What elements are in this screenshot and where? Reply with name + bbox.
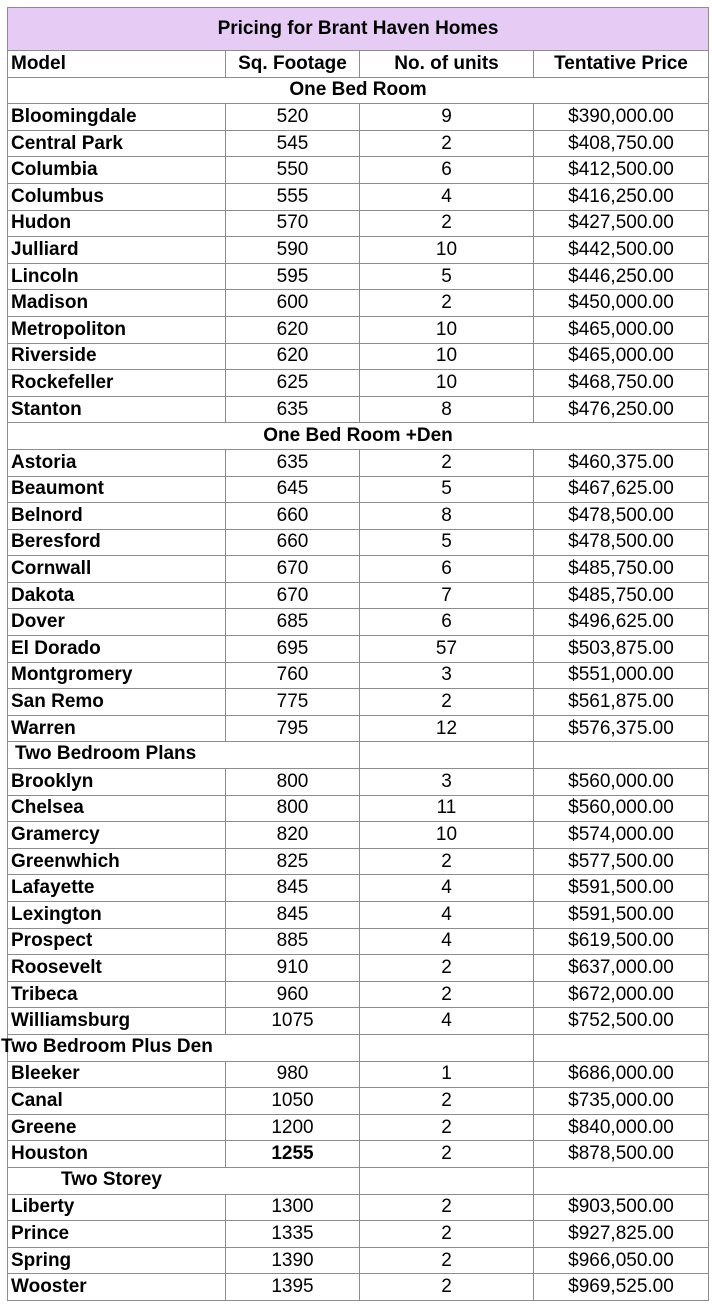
sq-footage: 570 (226, 210, 360, 237)
unit-count: 10 (360, 822, 534, 849)
tentative-price: $686,000.00 (534, 1061, 709, 1088)
unit-count: 1 (360, 1061, 534, 1088)
empty-cell (534, 1034, 709, 1061)
sq-footage: 800 (226, 795, 360, 822)
model-name: Columbus (8, 183, 226, 210)
sq-footage: 845 (226, 902, 360, 929)
sq-footage: 960 (226, 981, 360, 1008)
tentative-price: $840,000.00 (534, 1114, 709, 1141)
table-row (8, 902, 709, 929)
section-header-row (8, 1034, 709, 1061)
table-row (8, 1088, 709, 1115)
model-name: San Remo (8, 689, 226, 716)
sq-footage: 1050 (226, 1088, 360, 1115)
sq-footage: 760 (226, 662, 360, 689)
model-name: Astoria (8, 449, 226, 476)
sq-footage: 1335 (226, 1221, 360, 1248)
model-name: Prospect (8, 928, 226, 955)
sq-footage: 910 (226, 955, 360, 982)
unit-count: 57 (360, 636, 534, 663)
unit-count: 2 (360, 1194, 534, 1221)
sq-footage: 775 (226, 689, 360, 716)
table-row (8, 582, 709, 609)
section-title-cell (8, 1167, 360, 1194)
sq-footage: 595 (226, 263, 360, 290)
table-row (8, 955, 709, 982)
section-header-row (8, 77, 709, 104)
tentative-price: $752,500.00 (534, 1008, 709, 1035)
table-row (8, 981, 709, 1008)
tentative-price: $969,525.00 (534, 1274, 709, 1301)
model-name: Spring (8, 1247, 226, 1274)
model-name: El Dorado (8, 636, 226, 663)
tentative-price: $551,000.00 (534, 662, 709, 689)
sq-footage: 520 (226, 104, 360, 131)
table-row (8, 1221, 709, 1248)
model-name: Bleeker (8, 1061, 226, 1088)
model-name: Wooster (8, 1274, 226, 1301)
unit-count: 6 (360, 609, 534, 636)
table-row (8, 848, 709, 875)
header-price: Tentative Price (534, 51, 709, 78)
unit-count: 4 (360, 875, 534, 902)
table-row (8, 263, 709, 290)
sq-footage: 545 (226, 130, 360, 157)
table-row (8, 104, 709, 131)
model-name: Cornwall (8, 556, 226, 583)
sq-footage: 670 (226, 556, 360, 583)
table-row (8, 822, 709, 849)
model-name: Lincoln (8, 263, 226, 290)
tentative-price: $476,250.00 (534, 396, 709, 423)
model-name: Houston (8, 1141, 226, 1168)
unit-count: 2 (360, 1114, 534, 1141)
sq-footage: 820 (226, 822, 360, 849)
table-row (8, 636, 709, 663)
tentative-price: $485,750.00 (534, 582, 709, 609)
model-name: Julliard (8, 237, 226, 264)
sq-footage: 590 (226, 237, 360, 264)
section-header-row (8, 742, 709, 769)
empty-cell (360, 1167, 534, 1194)
sq-footage: 1255 (226, 1141, 360, 1168)
tentative-price: $467,625.00 (534, 476, 709, 503)
empty-cell (534, 742, 709, 769)
model-name: Warren (8, 715, 226, 742)
model-name: Belnord (8, 503, 226, 530)
sq-footage: 620 (226, 316, 360, 343)
sq-footage: 885 (226, 928, 360, 955)
tentative-price: $450,000.00 (534, 290, 709, 317)
section-title-cell (1, 1034, 360, 1061)
title-row (8, 8, 709, 51)
table-row (8, 769, 709, 796)
sq-footage: 555 (226, 183, 360, 210)
unit-count: 4 (360, 1008, 534, 1035)
tentative-price: $574,000.00 (534, 822, 709, 849)
unit-count: 10 (360, 343, 534, 370)
tentative-price: $672,000.00 (534, 981, 709, 1008)
unit-count: 2 (360, 848, 534, 875)
model-name: Greene (8, 1114, 226, 1141)
unit-count: 9 (360, 104, 534, 131)
unit-count: 10 (360, 370, 534, 397)
unit-count: 2 (360, 210, 534, 237)
header-row (8, 51, 709, 78)
unit-count: 10 (360, 316, 534, 343)
tentative-price: $560,000.00 (534, 769, 709, 796)
unit-count: 4 (360, 902, 534, 929)
tentative-price: $478,500.00 (534, 503, 709, 530)
sq-footage: 550 (226, 157, 360, 184)
table-row (8, 1247, 709, 1274)
tentative-price: $478,500.00 (534, 529, 709, 556)
tentative-price: $503,875.00 (534, 636, 709, 663)
unit-count: 6 (360, 157, 534, 184)
sq-footage: 625 (226, 370, 360, 397)
tentative-price: $465,000.00 (534, 316, 709, 343)
table-row (8, 210, 709, 237)
tentative-price: $577,500.00 (534, 848, 709, 875)
model-name: Gramercy (8, 822, 226, 849)
empty-cell (534, 1167, 709, 1194)
section-title: One Bed Room (8, 77, 709, 104)
section-title: Two Bedroom Plus Den (1, 1035, 213, 1057)
sq-footage: 825 (226, 848, 360, 875)
unit-count: 2 (360, 449, 534, 476)
section-header-row (8, 1167, 709, 1194)
table-row (8, 183, 709, 210)
tentative-price: $427,500.00 (534, 210, 709, 237)
unit-count: 2 (360, 981, 534, 1008)
tentative-price: $416,250.00 (534, 183, 709, 210)
table-row (8, 1194, 709, 1221)
tentative-price: $735,000.00 (534, 1088, 709, 1115)
tentative-price: $496,625.00 (534, 609, 709, 636)
unit-count: 2 (360, 1247, 534, 1274)
model-name: Tribeca (8, 981, 226, 1008)
sheet-title: Pricing for Brant Haven Homes (8, 8, 709, 51)
unit-count: 10 (360, 237, 534, 264)
model-name: Dover (8, 609, 226, 636)
table-row (8, 1114, 709, 1141)
tentative-price: $460,375.00 (534, 449, 709, 476)
sq-footage: 845 (226, 875, 360, 902)
unit-count: 2 (360, 1088, 534, 1115)
table-row (8, 1061, 709, 1088)
tentative-price: $591,500.00 (534, 902, 709, 929)
model-name: Dakota (8, 582, 226, 609)
table-row (8, 609, 709, 636)
table-row (8, 157, 709, 184)
model-name: Liberty (8, 1194, 226, 1221)
model-name: Rockefeller (8, 370, 226, 397)
model-name: Beaumont (8, 476, 226, 503)
model-name: Williamsburg (8, 1008, 226, 1035)
table-row (8, 396, 709, 423)
sq-footage: 660 (226, 503, 360, 530)
table-row (8, 237, 709, 264)
tentative-price: $927,825.00 (534, 1221, 709, 1248)
sq-footage: 660 (226, 529, 360, 556)
model-name: Bloomingdale (8, 104, 226, 131)
header-units: No. of units (360, 51, 534, 78)
model-name: Lexington (8, 902, 226, 929)
table-row (8, 130, 709, 157)
unit-count: 2 (360, 1141, 534, 1168)
table-row (8, 503, 709, 530)
model-name: Madison (8, 290, 226, 317)
table-row (8, 529, 709, 556)
header-model: Model (8, 51, 226, 78)
table-row (8, 662, 709, 689)
model-name: Lafayette (8, 875, 226, 902)
sq-footage: 645 (226, 476, 360, 503)
empty-cell (360, 1034, 534, 1061)
model-name: Metropoliton (8, 316, 226, 343)
sq-footage: 685 (226, 609, 360, 636)
tentative-price: $442,500.00 (534, 237, 709, 264)
table-row (8, 290, 709, 317)
tentative-price: $591,500.00 (534, 875, 709, 902)
pricing-sheet (1, 7, 709, 1301)
tentative-price: $903,500.00 (534, 1194, 709, 1221)
tentative-price: $465,000.00 (534, 343, 709, 370)
table-row (8, 1274, 709, 1301)
tentative-price: $412,500.00 (534, 157, 709, 184)
section-title-cell (8, 742, 360, 769)
unit-count: 8 (360, 396, 534, 423)
sq-footage: 800 (226, 769, 360, 796)
unit-count: 5 (360, 476, 534, 503)
sq-footage: 635 (226, 396, 360, 423)
model-name: Stanton (8, 396, 226, 423)
unit-count: 2 (360, 955, 534, 982)
unit-count: 3 (360, 662, 534, 689)
table-row (8, 343, 709, 370)
tentative-price: $468,750.00 (534, 370, 709, 397)
tentative-price: $561,875.00 (534, 689, 709, 716)
unit-count: 5 (360, 529, 534, 556)
model-name: Roosevelt (8, 955, 226, 982)
model-name: Prince (8, 1221, 226, 1248)
tentative-price: $560,000.00 (534, 795, 709, 822)
model-name: Hudon (8, 210, 226, 237)
model-name: Columbia (8, 157, 226, 184)
section-title: Two Storey (61, 1168, 162, 1190)
sq-footage: 1075 (226, 1008, 360, 1035)
sq-footage: 600 (226, 290, 360, 317)
table-row (8, 795, 709, 822)
unit-count: 2 (360, 130, 534, 157)
header-sq-footage: Sq. Footage (226, 51, 360, 78)
sq-footage: 620 (226, 343, 360, 370)
sq-footage: 795 (226, 715, 360, 742)
table-row (8, 316, 709, 343)
unit-count: 12 (360, 715, 534, 742)
table-row (8, 689, 709, 716)
model-name: Brooklyn (8, 769, 226, 796)
sq-footage: 1395 (226, 1274, 360, 1301)
sq-footage: 695 (226, 636, 360, 663)
model-name: Beresford (8, 529, 226, 556)
table-row (8, 449, 709, 476)
unit-count: 4 (360, 183, 534, 210)
unit-count: 2 (360, 1274, 534, 1301)
table-row (8, 370, 709, 397)
model-name: Chelsea (8, 795, 226, 822)
pricing-table (1, 7, 709, 1301)
unit-count: 7 (360, 582, 534, 609)
table-row (8, 875, 709, 902)
sq-footage: 1390 (226, 1247, 360, 1274)
table-row (8, 1141, 709, 1168)
empty-cell (360, 742, 534, 769)
model-name: Central Park (8, 130, 226, 157)
table-row (8, 1008, 709, 1035)
table-row (8, 715, 709, 742)
sq-footage: 670 (226, 582, 360, 609)
sq-footage: 1300 (226, 1194, 360, 1221)
pricing-table-body (1, 8, 709, 1301)
unit-count: 6 (360, 556, 534, 583)
tentative-price: $485,750.00 (534, 556, 709, 583)
tentative-price: $576,375.00 (534, 715, 709, 742)
unit-count: 2 (360, 1221, 534, 1248)
sq-footage: 635 (226, 449, 360, 476)
model-name: Montgromery (8, 662, 226, 689)
table-row (8, 928, 709, 955)
section-title: One Bed Room +Den (8, 423, 709, 450)
section-header-row (8, 423, 709, 450)
tentative-price: $637,000.00 (534, 955, 709, 982)
tentative-price: $390,000.00 (534, 104, 709, 131)
unit-count: 2 (360, 290, 534, 317)
unit-count: 2 (360, 689, 534, 716)
model-name: Greenwhich (8, 848, 226, 875)
unit-count: 5 (360, 263, 534, 290)
tentative-price: $619,500.00 (534, 928, 709, 955)
model-name: Canal (8, 1088, 226, 1115)
tentative-price: $446,250.00 (534, 263, 709, 290)
table-row (8, 476, 709, 503)
sq-footage: 1200 (226, 1114, 360, 1141)
model-name: Riverside (8, 343, 226, 370)
tentative-price: $408,750.00 (534, 130, 709, 157)
sq-footage: 980 (226, 1061, 360, 1088)
unit-count: 4 (360, 928, 534, 955)
unit-count: 11 (360, 795, 534, 822)
unit-count: 3 (360, 769, 534, 796)
tentative-price: $966,050.00 (534, 1247, 709, 1274)
tentative-price: $878,500.00 (534, 1141, 709, 1168)
table-row (8, 556, 709, 583)
section-title: Two Bedroom Plans (15, 743, 197, 765)
unit-count: 8 (360, 503, 534, 530)
